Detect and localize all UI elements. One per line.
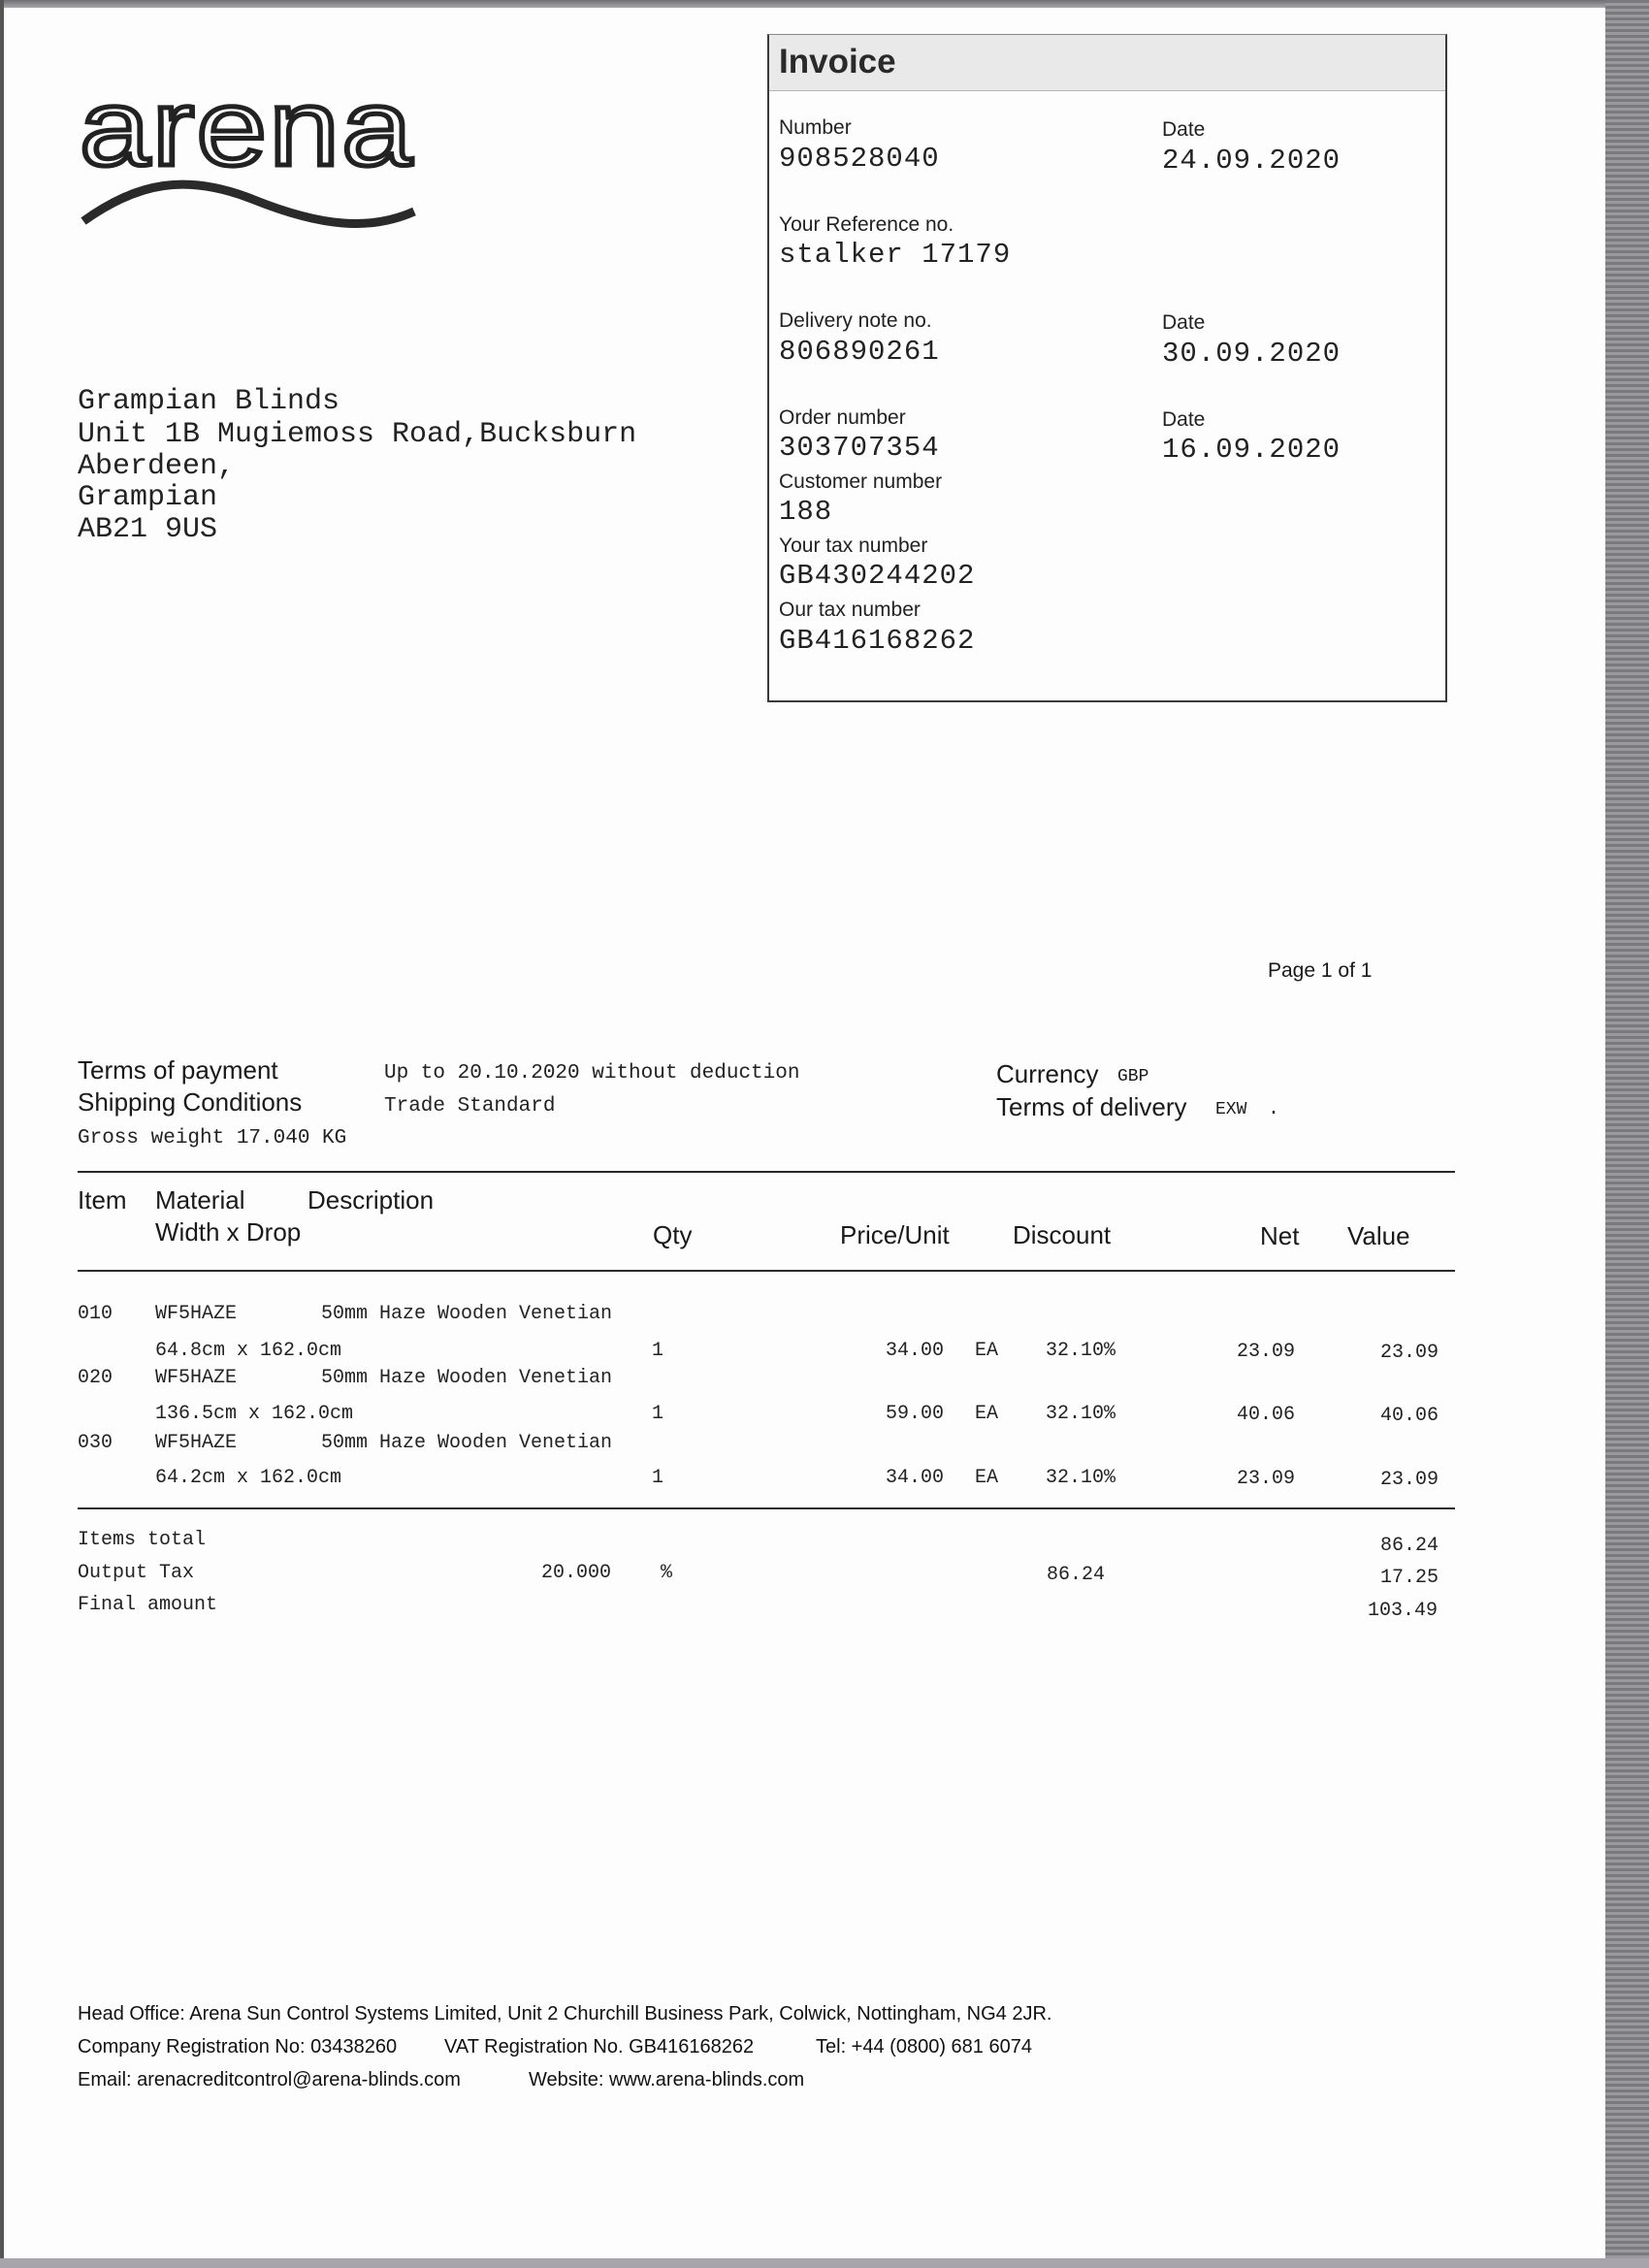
email-link[interactable]: Email: arenacreditcontrol@arena-blinds.com	[78, 2069, 461, 2090]
header-discount: Discount	[1013, 1220, 1112, 1249]
row-material: WF5HAZE	[155, 1432, 238, 1454]
your-tax-number: GB430244202	[779, 560, 976, 592]
table-bottom-rule	[78, 1507, 1455, 1509]
row-description: 50mm Haze Wooden Venetian	[321, 1367, 613, 1389]
reference-value: stalker 17179	[779, 239, 1012, 271]
row-qty: 1	[652, 1403, 664, 1425]
order-date: 16.09.2020	[1162, 434, 1342, 466]
shipping-conditions-value: Trade Standard	[384, 1095, 556, 1118]
order-date-label: Date	[1162, 408, 1206, 431]
invoice-number: 908528040	[779, 143, 940, 175]
reference-label: Your Reference no.	[779, 213, 954, 236]
row-material: WF5HAZE	[155, 1303, 238, 1325]
row-size: 64.2cm x 162.0cm	[155, 1467, 342, 1489]
header-price-unit: Price/Unit	[840, 1220, 950, 1249]
row-discount: 32.10%	[1046, 1403, 1116, 1425]
arena-logo	[80, 85, 429, 231]
head-office-line: Head Office: Arena Sun Control Systems Limited, Unit 2 Churchill Business Park, Colwick, Nottingham, NG4 2JR.	[78, 2003, 1052, 2025]
items-total-label: Items total	[78, 1529, 207, 1551]
invoice-info-box	[767, 34, 1447, 702]
header-description: Description	[307, 1185, 435, 1215]
header-qty: Qty	[653, 1220, 693, 1249]
delivery-note-number: 806890261	[779, 336, 940, 368]
our-tax-number: GB416168262	[779, 625, 976, 657]
final-amount-label: Final amount	[78, 1594, 218, 1616]
row-size: 136.5cm x 162.0cm	[155, 1403, 354, 1425]
tax-rate: 20.000	[541, 1562, 612, 1584]
address-line: Aberdeen,	[78, 450, 236, 483]
customer-number-label: Customer number	[779, 470, 943, 493]
currency-value: GBP	[1117, 1067, 1149, 1086]
scan-left-edge	[0, 0, 4, 2268]
row-qty: 1	[652, 1467, 664, 1489]
row-item: 030	[78, 1432, 113, 1454]
header-material: Material	[155, 1185, 245, 1215]
our-tax-label: Our tax number	[779, 599, 921, 621]
row-unit: EA	[975, 1403, 999, 1425]
header-width-drop: Width x Drop	[155, 1217, 302, 1247]
row-description: 50mm Haze Wooden Venetian	[321, 1432, 613, 1454]
number-label: Number	[779, 116, 852, 139]
invoice-date: 24.09.2020	[1162, 145, 1342, 177]
company-registration: Company Registration No: 03438260	[78, 2036, 398, 2057]
website-link[interactable]: Website: www.arena-blinds.com	[529, 2069, 805, 2090]
row-value: 23.09	[1380, 1342, 1439, 1364]
telephone: Tel: +44 (0800) 681 6074	[816, 2036, 1032, 2057]
terms-of-payment-value: Up to 20.10.2020 without deduction	[384, 1062, 800, 1085]
row-price: 34.00	[886, 1340, 945, 1362]
address-line: Grampian Blinds	[78, 385, 340, 418]
tax-base: 86.24	[1047, 1564, 1106, 1586]
invoice-header-band	[769, 35, 1445, 91]
header-net: Net	[1260, 1221, 1300, 1250]
vat-registration: VAT Registration No. GB416168262	[444, 2036, 755, 2057]
invoice-date-label: Date	[1162, 118, 1206, 141]
row-discount: 32.10%	[1046, 1467, 1116, 1489]
row-qty: 1	[652, 1340, 664, 1362]
address-line: Unit 1B Mugiemoss Road,Bucksburn	[78, 418, 637, 451]
table-top-rule	[78, 1171, 1455, 1173]
row-size: 64.8cm x 162.0cm	[155, 1340, 342, 1362]
address-line: Grampian	[78, 481, 218, 514]
row-material: WF5HAZE	[155, 1367, 238, 1389]
row-net: 40.06	[1237, 1404, 1296, 1426]
scan-top-edge	[0, 0, 1649, 8]
row-item: 020	[78, 1367, 113, 1389]
order-number: 303707354	[779, 432, 940, 464]
row-price: 59.00	[886, 1403, 945, 1425]
your-tax-label: Your tax number	[779, 535, 928, 557]
scan-right-edge	[1605, 0, 1649, 2268]
row-value: 40.06	[1380, 1405, 1439, 1427]
terms-of-delivery-label: Terms of delivery	[996, 1092, 1187, 1121]
page-indicator: Page 1 of 1	[1268, 959, 1373, 982]
gross-weight: Gross weight 17.040 KG	[78, 1127, 347, 1150]
delivery-date-label: Date	[1162, 311, 1206, 334]
address-line: AB21 9US	[78, 513, 218, 546]
delivery-note-label: Delivery note no.	[779, 309, 932, 332]
shipping-conditions-label: Shipping Conditions	[78, 1087, 303, 1117]
terms-of-payment-label: Terms of payment	[78, 1055, 278, 1085]
tax-amount: 17.25	[1380, 1567, 1439, 1589]
row-value: 23.09	[1380, 1469, 1439, 1491]
scan-bottom-edge	[0, 2258, 1649, 2268]
tax-percent-sign: %	[661, 1562, 673, 1584]
row-description: 50mm Haze Wooden Venetian	[321, 1303, 613, 1325]
row-unit: EA	[975, 1467, 999, 1489]
row-net: 23.09	[1237, 1341, 1296, 1363]
row-net: 23.09	[1237, 1468, 1296, 1490]
order-number-label: Order number	[779, 406, 906, 429]
final-amount-value: 103.49	[1368, 1600, 1439, 1622]
logo-text: arena	[80, 85, 414, 188]
row-price: 34.00	[886, 1467, 945, 1489]
header-item: Item	[78, 1185, 127, 1215]
items-total-value: 86.24	[1380, 1535, 1439, 1557]
invoice-title: Invoice	[779, 43, 896, 81]
output-tax-label: Output Tax	[78, 1562, 195, 1584]
table-header-rule	[78, 1270, 1455, 1272]
terms-of-delivery-value: EXW	[1215, 1100, 1247, 1119]
row-unit: EA	[975, 1340, 999, 1362]
row-item: 010	[78, 1303, 113, 1325]
customer-number: 188	[779, 496, 833, 528]
delivery-date: 30.09.2020	[1162, 338, 1342, 370]
currency-label: Currency	[996, 1059, 1099, 1088]
logo-wave	[83, 184, 414, 223]
row-discount: 32.10%	[1046, 1340, 1116, 1362]
header-value: Value	[1347, 1221, 1410, 1250]
terms-of-delivery-suffix: .	[1268, 1098, 1280, 1120]
